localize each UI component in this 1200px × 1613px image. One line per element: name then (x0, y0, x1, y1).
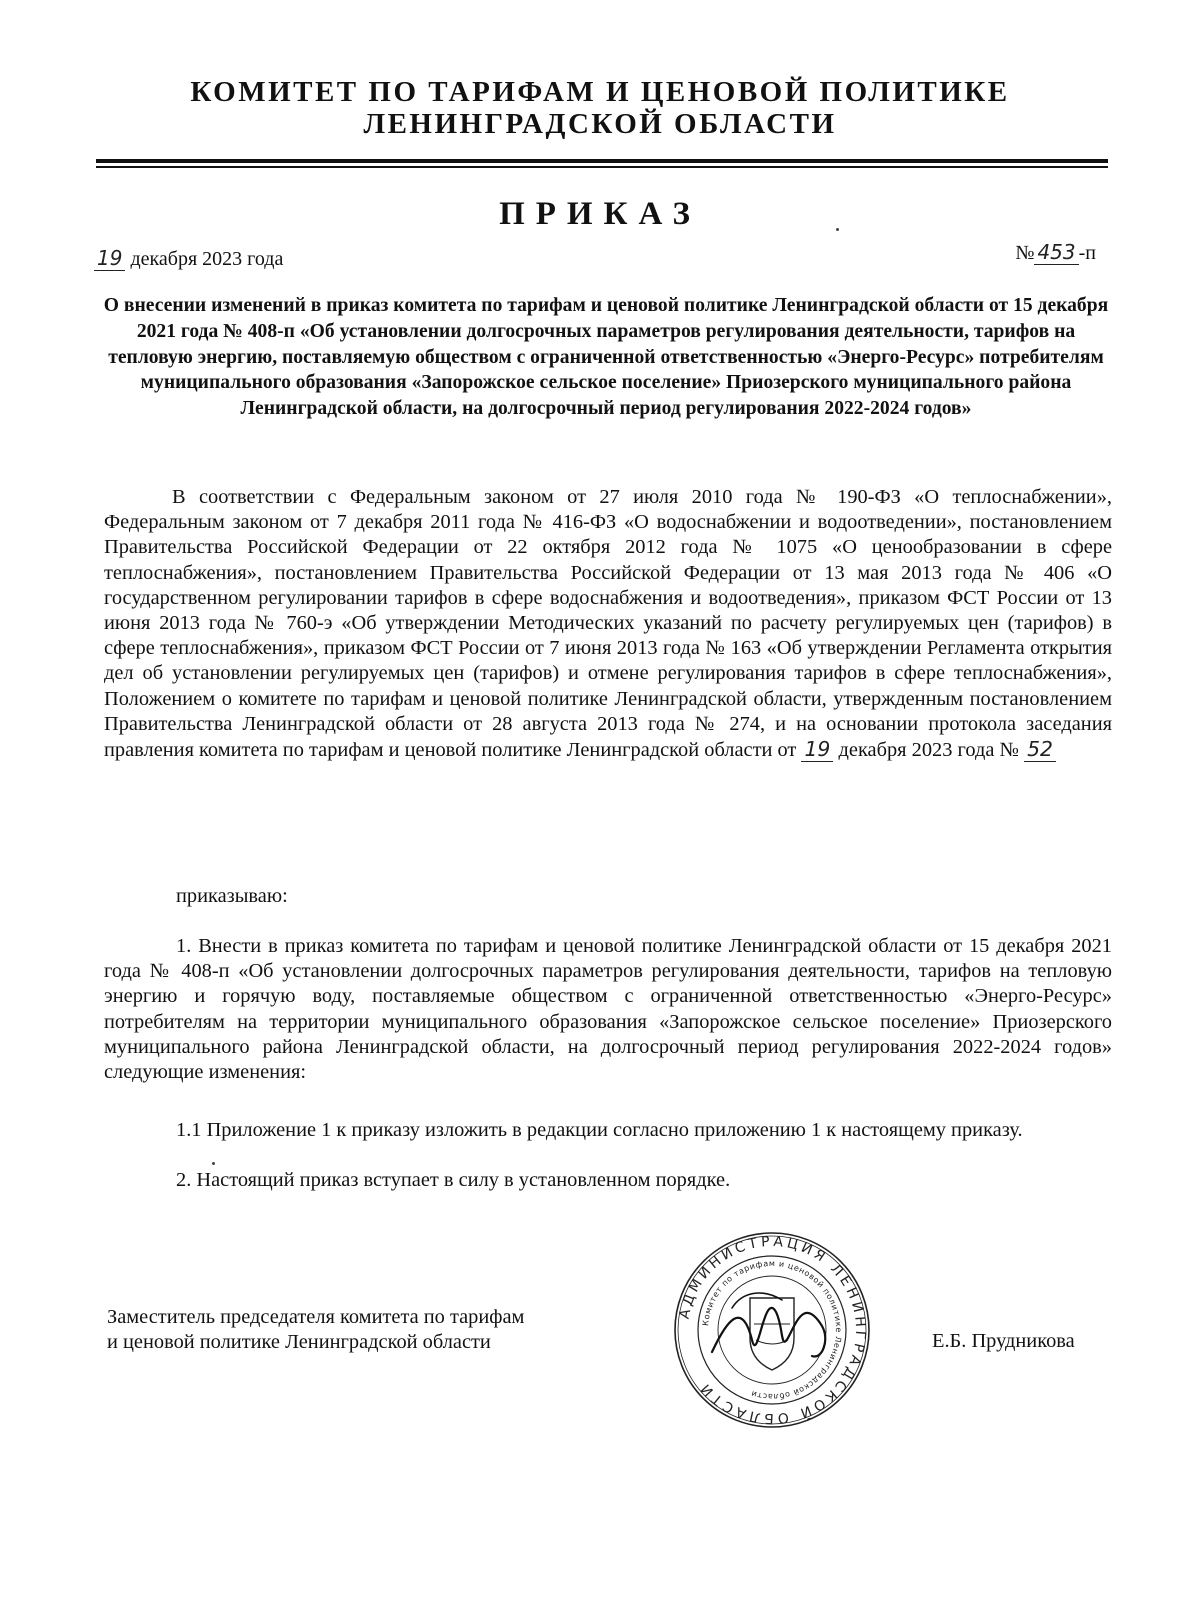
protocol-day-handwritten: 19 (801, 737, 833, 762)
org-name-line-2: ЛЕНИНГРАДСКОЙ ОБЛАСТИ (363, 108, 837, 140)
protocol-date-text: декабря 2023 года № (838, 739, 1019, 762)
stamp-inner-text: Комитет по тарифам и ценовой политике Ленинградской области (701, 1258, 844, 1402)
svg-text:Комитет по тарифам и ценовой п (701, 1259, 843, 1401)
header-rule-thick (96, 159, 1108, 163)
order-subject: О внесении изменений в приказ комитета по тарифам и ценовой политике Ленинградской области от 15 декабря 2021 года № 408-п «Об установлении долгосрочных параметров регулирования деятельности, тарифов на тепловую энергию, поставляемую обществом с ограниченной ответственностью «Энерго-Ресурс» потребителям муниципального образования «Запорожское сельское поселение» Приозерского муниципального района Ленинградской области, на долгосрочный период регулирования 2022-2024 годов» (103, 295, 1109, 420)
document-type-title: ПРИКАЗ (499, 196, 701, 232)
legal-basis-paragraph (104, 485, 1112, 763)
date-month-year: декабря 2023 года (130, 248, 284, 270)
header-rule-thin (96, 166, 1108, 168)
official-seal-stamp (672, 1230, 872, 1430)
legal-basis-text: В соответствии с Федеральным законом от 27 июля 2010 года № 190-ФЗ «О теплоснабжении», Федеральным законом от 7 декабря 2011 года № 416-ФЗ «О водоснабжении и водоотведении», постановлением Правительства Российской Федерации от 22 октября 2012 года № 1075 «О ценообразовании в сфере теплоснабжения», постановлением Правительства Российской Федерации от 13 мая 2013 года № 406 «О государственном регулировании тарифов в сфере водоснабжения и водоотведения», приказом ФСТ России от 13 июня 2013 года № 760-э «Об утверждении Методических указаний по расчету регулируемых цен (тарифов) в сфере теплоснабжения», приказом ФСТ России от 7 июня 2013 года № 163 «Об утверждении Регламента открытия дел об установлении регулируемых цен (тарифов) и отмене регулирования тарифов в сфере теплоснабжения», Положением о комитете по тарифам и ценовой политике Ленинградской области, утвержденным постановлением Правительства Ленинградской области от 28 августа 2013 года № 274, и на основании протокола заседания правления комитета по тарифам и ценовой политике Ленинградской области от (104, 486, 1112, 762)
number-suffix: -п (1078, 242, 1096, 264)
scan-speck (836, 228, 839, 231)
order-number-handwritten: 453 (1034, 240, 1078, 265)
signatory-position-line-2: и ценовой политике Ленинградской области (107, 1331, 491, 1353)
protocol-number-handwritten: 52 (1024, 737, 1056, 762)
signatory-name: Е.Б. Прудникова (932, 1330, 1075, 1352)
order-item-1: 1. Внести в приказ комитета по тарифам и ценовой политике Ленинградской области от 15 декабря 2021 года № 408-п «Об установлении долгосрочных параметров регулирования деятельности, тарифов на тепловую энергию и горячую воду, поставляемые обществом с ограниченной ответственностью «Энерго-Ресурс» потребителям на территории муниципального образования «Запорожское сельское поселение» Приозерского муниципального района Ленинградской области, на долгосрочный период регулирования 2022-2024 годов» следующие изменения: (104, 935, 1112, 1084)
order-number (1015, 240, 1096, 265)
number-sign: № (1015, 242, 1035, 264)
signatory-position (107, 1305, 524, 1355)
order-word: приказываю: (176, 885, 288, 907)
stamp-outer-text: АДМИНИСТРАЦИЯ ЛЕНИНГРАДСКОЙ ОБЛАСТИ (676, 1233, 869, 1427)
order-item-1-1: 1.1 Приложение 1 к приказу изложить в редакции согласно приложению 1 к настоящему приказу. (176, 1119, 1023, 1141)
handwritten-signature (712, 1308, 825, 1357)
scan-speck (212, 1162, 215, 1165)
date-day-handwritten: 19 (94, 246, 125, 271)
signatory-position-line-1: Заместитель председателя комитета по тарифам (107, 1306, 525, 1328)
organization-header (0, 76, 1200, 140)
org-name-line-1: КОМИТЕТ ПО ТАРИФАМ И ЦЕНОВОЙ ПОЛИТИКЕ (190, 76, 1010, 108)
order-date (94, 246, 283, 271)
order-item-2: 2. Настоящий приказ вступает в силу в установленном порядке. (176, 1169, 731, 1191)
